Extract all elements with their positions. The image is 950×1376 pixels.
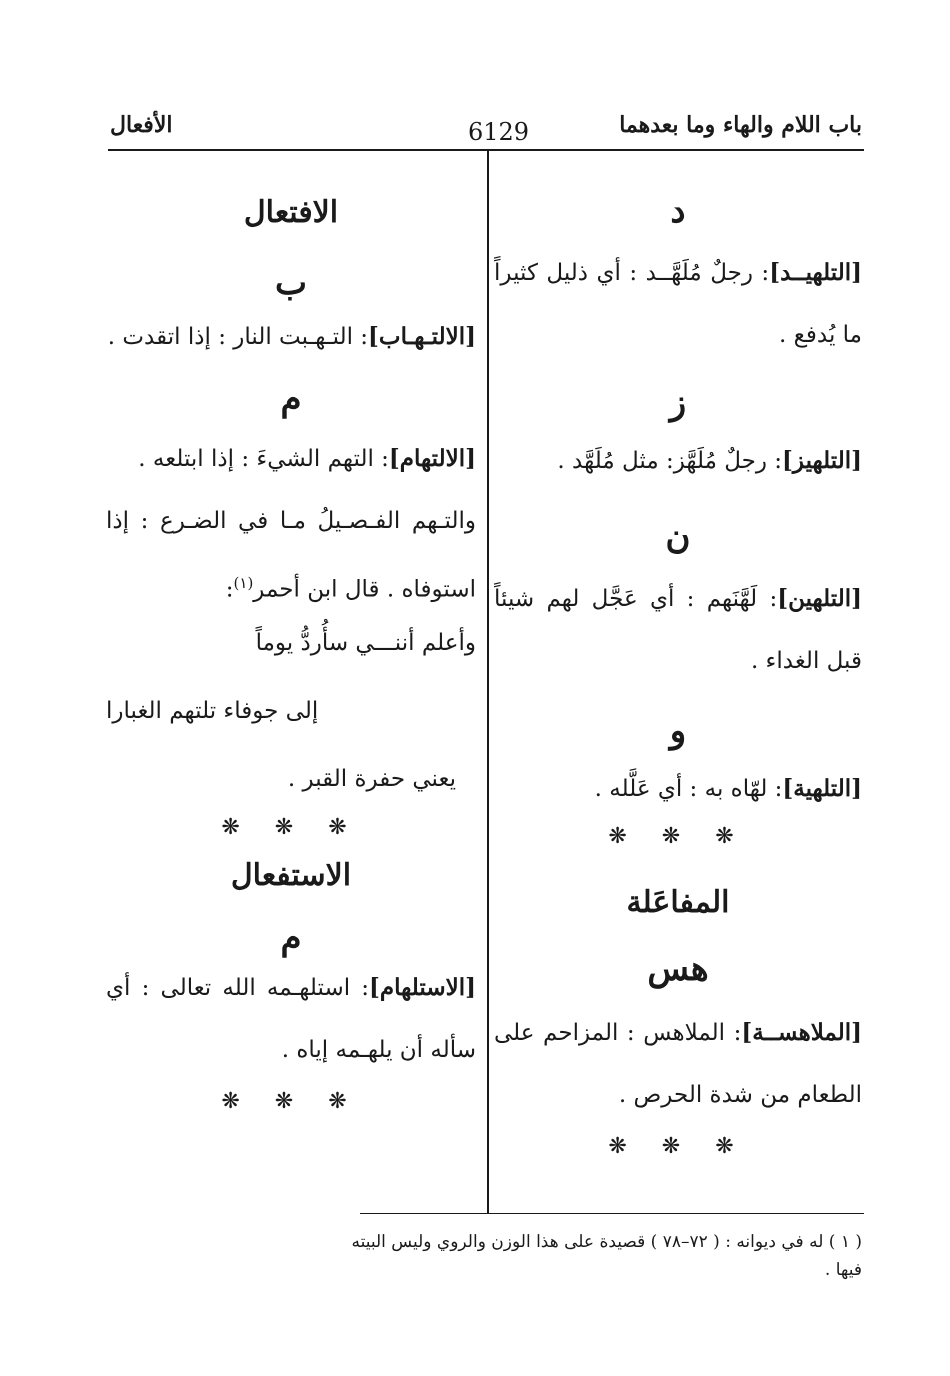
entry-talhin: [494, 568, 862, 692]
root-heading: م: [280, 379, 302, 419]
root-heading: م: [280, 917, 302, 958]
section-heading: الاستفعال: [230, 857, 352, 893]
section-separator: ❋ ❋ ❋: [221, 814, 361, 840]
entry-definition: : لهّاه به : أي عَلَّله .: [594, 776, 783, 802]
entry-text: :: [225, 576, 234, 603]
entry-definition: : التـهـبت النار : إذا اتقدت .: [107, 324, 369, 350]
entry-headword: [الالتـهـاب]: [368, 323, 476, 350]
entry-headword: [الملاهســة]: [741, 1019, 862, 1046]
entry-headword: [التلهين]: [777, 585, 862, 612]
entry-definition: : رجلٌ مُلَهَّز: مثل مُلَهَّد .: [557, 448, 783, 474]
entry-iltihab: [106, 306, 476, 368]
entry-headword: [الاستلهام]: [369, 973, 476, 1001]
entry-talhiya: [494, 758, 862, 820]
root-heading: ن: [665, 517, 691, 557]
entry-talhiz: [494, 430, 862, 492]
header-divider: [108, 149, 864, 151]
section-separator: ❋ ❋ ❋: [608, 824, 748, 849]
entry-definition: : الملاهس : المزاحم على الطعام من شدة الحرص .: [494, 1020, 862, 1108]
verse-note: يعني حفرة القبر .: [287, 765, 456, 792]
footnote-ref: (١): [233, 574, 254, 592]
column-divider: [487, 150, 489, 1214]
entry-definition: : التهم الشيءَ : إذا ابتلعه .: [138, 446, 389, 472]
right-column: [494, 186, 862, 1162]
entry-talhid: [494, 242, 862, 366]
section-heading: المفاعَلة: [626, 885, 730, 920]
root-heading: هس: [647, 949, 709, 989]
root-heading: ب: [274, 263, 307, 303]
entry-iltiham: [106, 428, 476, 490]
section-separator: ❋ ❋ ❋: [608, 1134, 748, 1159]
page-number: 6129: [468, 118, 530, 146]
entry-definition: : رجلٌ مُلَهَّــد : أي ذليل كثيراً ما يُدفع .: [494, 260, 862, 348]
entry-headword: [التلهية]: [782, 775, 862, 802]
footnote: ( ١ ) له في ديوانه : ( ٧٢–٧٨ ) قصيدة على هذا الوزن والروي وليس البيته فيها .: [351, 1232, 862, 1280]
entry-text: والتـهم الفـصـيلُ مـا في الضـرع : إذا استوفاه . قال ابن أحمر: [106, 508, 476, 603]
verse-line: وأعلم أننـــي سأُردُّ يوماً: [255, 629, 476, 656]
entry-iltiham-continued: [106, 490, 476, 621]
root-heading: ز: [669, 383, 687, 423]
section-separator: ❋ ❋ ❋: [221, 1088, 361, 1114]
entry-istilham: [106, 957, 476, 1081]
root-heading: و: [669, 711, 687, 751]
root-heading: د: [670, 191, 686, 231]
entry-headword: [التلهيز]: [782, 447, 862, 474]
entry-mulahasa: [494, 1002, 862, 1126]
entry-definition: : استلهـمه الله تعالى : أي سأله أن يلهـمه إياه .: [106, 974, 476, 1063]
verse-line: إلى جوفاء تلتهم الغبارا: [106, 697, 319, 724]
left-column: [106, 186, 476, 1117]
footnote-divider: [360, 1213, 864, 1214]
section-title: الأفعال: [110, 112, 173, 138]
entry-headword: [الالتهام]: [388, 445, 476, 472]
chapter-title: باب اللام والهاء وما بعدهما: [619, 112, 862, 138]
section-heading: الافتعال: [243, 195, 339, 230]
entry-definition: : لَهَّنَهم : أي عَجَّل لهم شيئاً قبل الغداء .: [494, 586, 862, 674]
entry-headword: [التلهيــد]: [769, 259, 862, 286]
